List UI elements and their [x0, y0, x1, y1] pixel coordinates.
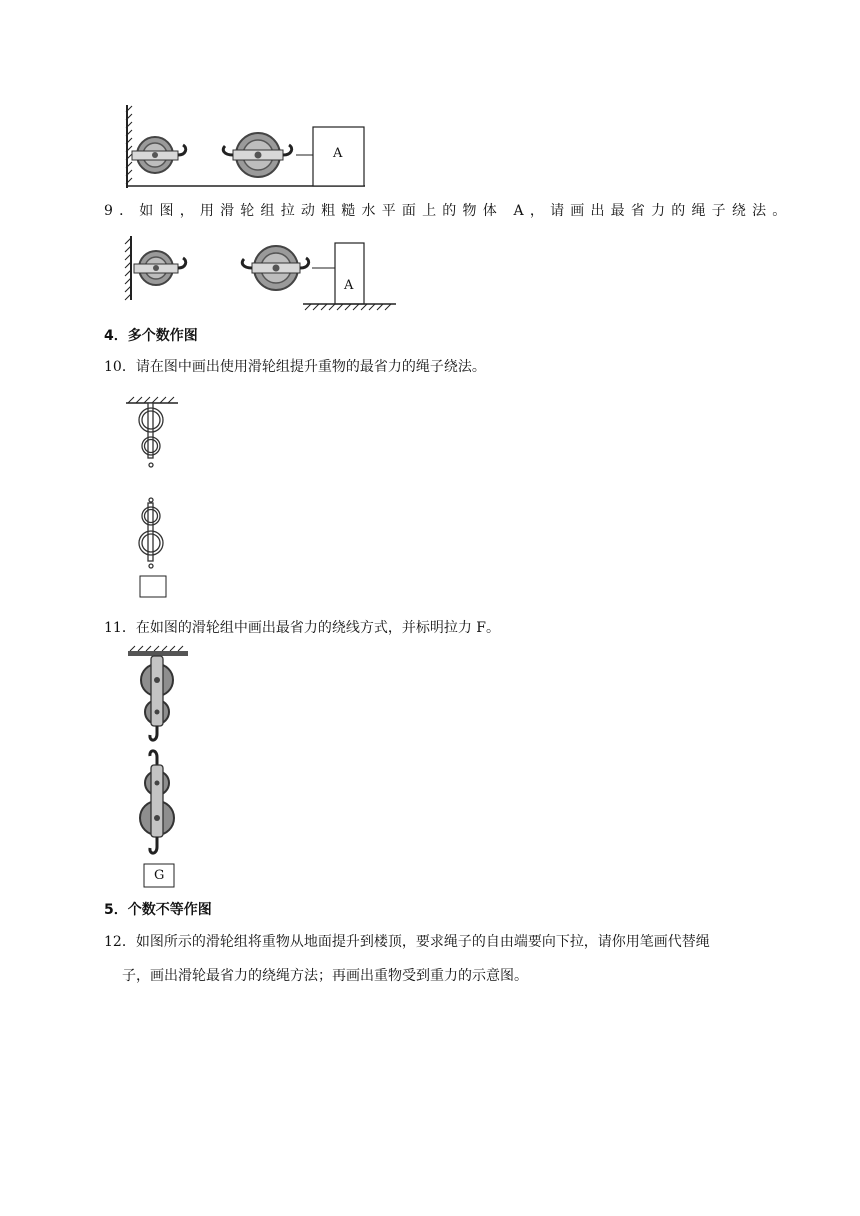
question-9-text: 9．如图，用滑轮组拉动粗糙水平面上的物体 A，请画出最省力的绳子绕法。 [104, 203, 793, 219]
section-5-title: 5．个数不等作图 [104, 902, 212, 918]
question-10-text: 10．请在图中画出使用滑轮组提升重物的最省力的绳子绕法。 [104, 359, 486, 375]
section-4-title: 4．多个数作图 [104, 328, 198, 344]
question-12-line-2: 子，画出滑轮最省力的绕绳方法；再画出重物受到重力的示意图。 [122, 968, 528, 984]
block-a-top-label: A [333, 146, 343, 161]
question-11-text: 11．在如图的滑轮组中画出最省力的绕线方式，并标明拉力 F。 [104, 620, 500, 636]
question-12-line-1: 12．如图所示的滑轮组将重物从地面提升到楼顶，要求绳子的自由端要向下拉，请你用笔画代替绳 [104, 934, 710, 950]
block-a-label: A [344, 278, 354, 293]
ceiling-bar [128, 651, 188, 656]
weight-g-label: G [154, 868, 165, 883]
movable-double-pulley [140, 751, 174, 853]
ceiling-hatching [130, 646, 183, 651]
fixed-double-pulley [141, 656, 173, 740]
